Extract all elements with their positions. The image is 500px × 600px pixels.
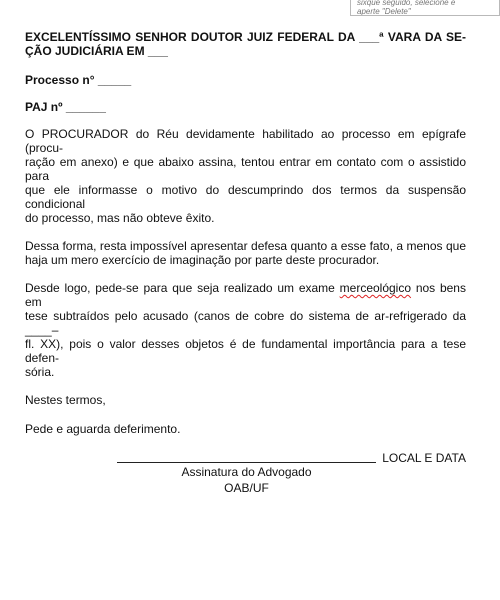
paragraph-3-line-1-end: nos bens em bbox=[25, 281, 466, 309]
paragraph-1-line-2: ração em anexo) e que abaixo assina, tentou entrar em contato com o assistido para bbox=[25, 155, 466, 183]
instruction-tooltip bbox=[350, 0, 500, 16]
paragraph-1-line-1: O PROCURADOR do Réu devidamente habilitado ao processo em epígrafe (procu- bbox=[25, 127, 466, 155]
signature-block bbox=[117, 464, 376, 496]
paragraph-3-line-3: fl. XX), pois o valor desses objetos é de fundamental importância para a tese defen- bbox=[25, 337, 466, 365]
document-body bbox=[25, 30, 466, 465]
tooltip-line-1: sixque seguido, selecione e bbox=[357, 0, 456, 7]
heading-line-1: EXCELENTÍSSIMO SENHOR DOUTOR JUIZ FEDERAL DA ___ª VARA DA SE- bbox=[25, 30, 466, 44]
paragraph-3-line-1 bbox=[25, 281, 466, 309]
signature-oab: OAB/UF bbox=[224, 481, 269, 495]
signature-line bbox=[117, 462, 376, 463]
paragraph-1-line-3: que ele informasse o motivo do descumprindo dos termos da suspensão condicional bbox=[25, 183, 466, 211]
heading-line-2: ÇÃO JUDICIÁRIA EM ___ bbox=[25, 44, 168, 58]
closing-nestes-termos: Nestes termos, bbox=[25, 393, 106, 407]
spellcheck-word[interactable]: merceológico bbox=[339, 281, 412, 295]
processo-field: Processo n° _____ bbox=[25, 73, 132, 87]
paragraph-1 bbox=[25, 127, 466, 225]
local-e-data: LOCAL E DATA bbox=[382, 451, 466, 465]
paragraph-3-line-4: sória. bbox=[25, 365, 55, 379]
paragraph-2 bbox=[25, 239, 466, 267]
signature-name: Assinatura do Advogado bbox=[181, 465, 312, 479]
paragraph-1-line-4: do processo, mas não obteve êxito. bbox=[25, 211, 215, 225]
paragraph-2-line-2: haja um mero exercício de imaginação por parte deste procurador. bbox=[25, 253, 380, 267]
document-heading bbox=[25, 30, 466, 58]
tooltip-line-2: aperte "Delete" bbox=[357, 7, 411, 16]
paj-field: PAJ nº ______ bbox=[25, 100, 106, 114]
paragraph-3-line-2: tese subtraídos pelo acusado (canos de cobre do sistema de ar-refrigerado da ____– bbox=[25, 309, 466, 337]
paragraph-3-line-1-start: Desde logo, pede-se para que seja realizado um exame bbox=[25, 281, 340, 295]
paragraph-3 bbox=[25, 281, 466, 379]
paragraph-2-line-1: Dessa forma, resta impossível apresentar defesa quanto a esse fato, a menos que bbox=[25, 239, 466, 253]
closing-pede-deferimento: Pede e aguarda deferimento. bbox=[25, 422, 181, 436]
